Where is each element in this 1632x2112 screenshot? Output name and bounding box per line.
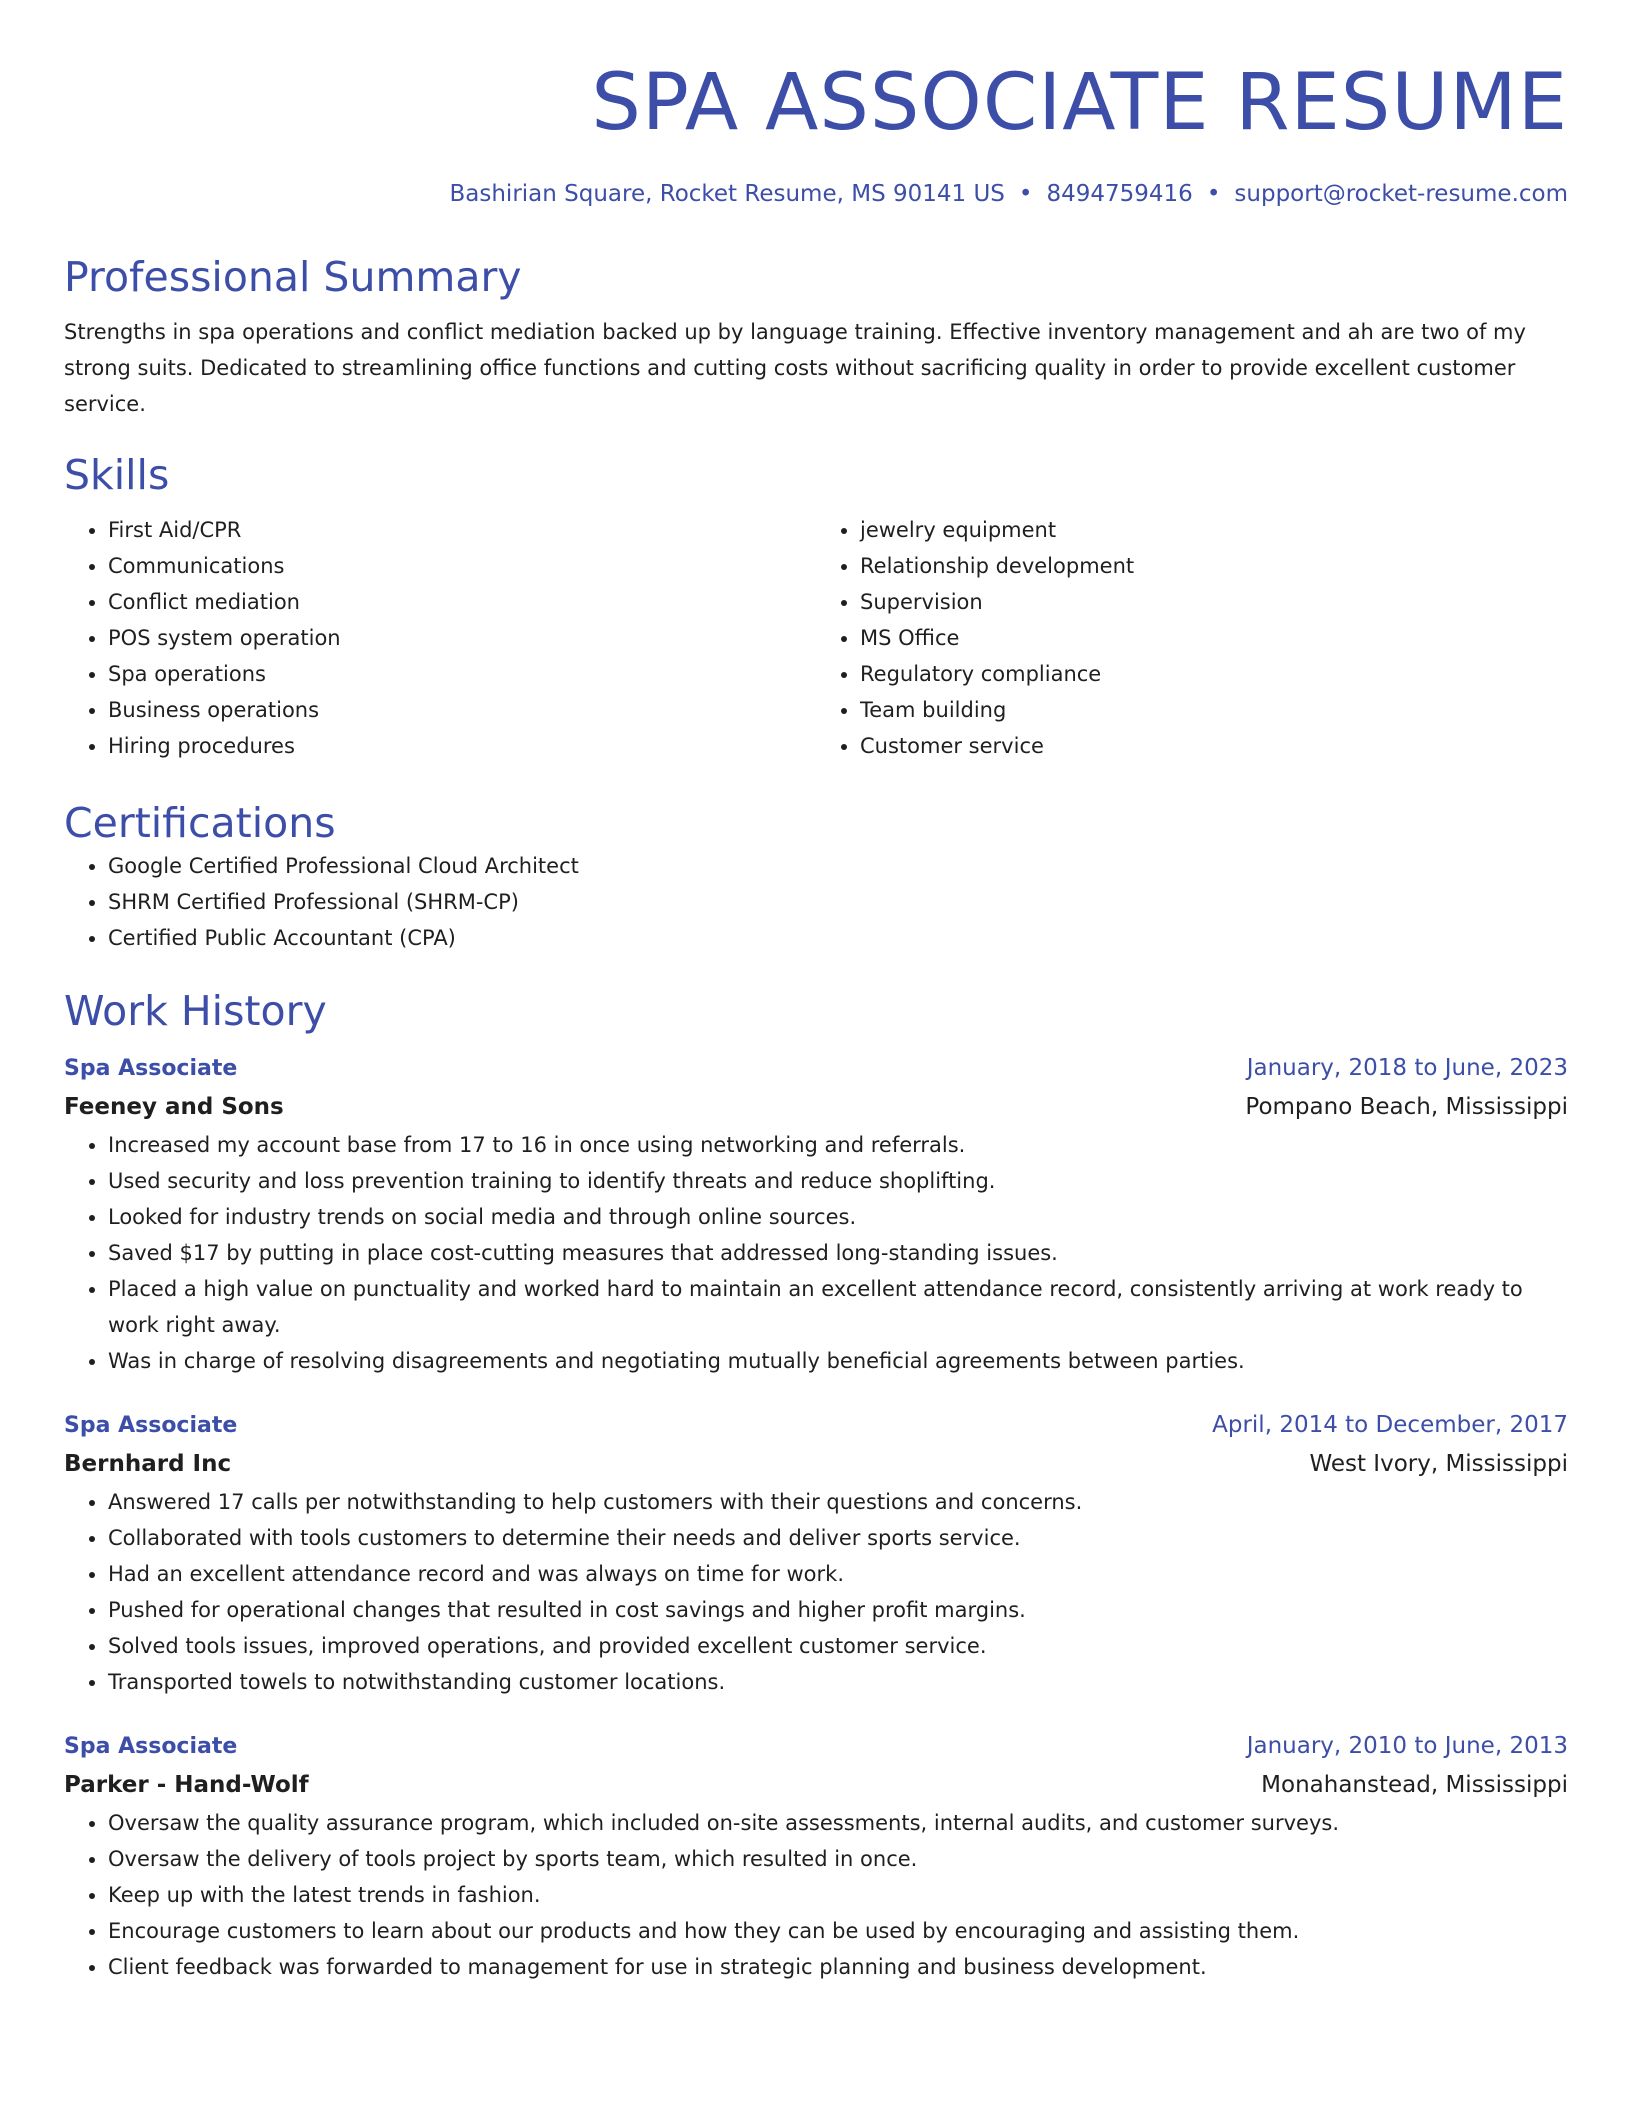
certification-item: • Google Certified Professional Cloud Architect — [108, 848, 1568, 884]
job-company: Bernhard Inc — [64, 1451, 232, 1477]
job-bullet: • Collaborated with tools customers to determine their needs and deliver sports service. — [108, 1520, 1568, 1556]
job-location: Pompano Beach, Mississippi — [1245, 1094, 1568, 1120]
contact-phone: 8494759416 — [1046, 181, 1193, 207]
job-bullet: • Oversaw the quality assurance program, which included on-site assessments, internal audits, and customer surveys. — [108, 1805, 1568, 1841]
job-location: West Ivory, Mississippi — [1309, 1451, 1568, 1477]
job-dates: January, 2010 to June, 2013 — [1246, 1733, 1568, 1759]
job-header-row — [64, 1728, 1568, 1765]
job-header-row — [64, 1407, 1568, 1444]
contact-email: support@rocket-resume.com — [1234, 181, 1568, 207]
skill-item: • Hiring procedures — [108, 728, 816, 764]
skill-item: • Customer service — [860, 728, 1568, 764]
skill-item: • Business operations — [108, 692, 816, 728]
summary-text: Strengths in spa operations and conflict mediation backed up by language training. Effective inventory management and ah are two of my strong suits. Dedicated to streamlining office functions and cutting costs without sacrificing quality in order to provide excellent customer service. — [64, 320, 1526, 416]
skill-item: • Supervision — [860, 584, 1568, 620]
contact-separator: • — [1206, 181, 1221, 207]
job-company-row — [64, 1765, 1568, 1805]
skill-item: • Spa operations — [108, 656, 816, 692]
contact-address: Bashirian Square, Rocket Resume, MS 90141 US — [449, 181, 1005, 207]
skills-grid — [64, 512, 1568, 764]
job-bullet: • Solved tools issues, improved operations, and provided excellent customer service. — [108, 1628, 1568, 1664]
job-dates: April, 2014 to December, 2017 — [1212, 1412, 1568, 1438]
job-bullet: • Saved $17 by putting in place cost-cutting measures that addressed long-standing issues. — [108, 1235, 1568, 1271]
section-title-certifications: Certifications — [64, 799, 336, 847]
job-bullet: • Placed a high value on punctuality and worked hard to maintain an excellent attendance record, consistently arriving at work ready to work right away. — [108, 1271, 1568, 1343]
job-company: Feeney and Sons — [64, 1094, 284, 1120]
resume-title: SPA ASSOCIATE RESUME — [591, 58, 1568, 148]
job-bullet: • Encourage customers to learn about our products and how they can be used by encouraging and assisting them. — [108, 1913, 1568, 1949]
job-bullet: • Oversaw the delivery of tools project by sports team, which resulted in once. — [108, 1841, 1568, 1877]
certifications-list — [64, 848, 1568, 956]
job-location: Monahanstead, Mississippi — [1261, 1772, 1568, 1798]
contact-line — [64, 178, 1568, 210]
job-bullets — [64, 1484, 1568, 1700]
job-bullet: • Increased my account base from 17 to 16 in once using networking and referrals. — [108, 1127, 1568, 1163]
job-company-row — [64, 1087, 1568, 1127]
job-entry — [64, 1728, 1568, 1985]
skill-item: • jewelry equipment — [860, 512, 1568, 548]
skill-item: • POS system operation — [108, 620, 816, 656]
job-bullet: • Keep up with the latest trends in fashion. — [108, 1877, 1568, 1913]
job-company: Parker - Hand-Wolf — [64, 1772, 309, 1798]
job-bullet: • Was in charge of resolving disagreements and negotiating mutually beneficial agreements between parties. — [108, 1343, 1568, 1379]
job-bullet: • Transported towels to notwithstanding customer locations. — [108, 1664, 1568, 1700]
job-bullets — [64, 1127, 1568, 1379]
job-bullet: • Looked for industry trends on social media and through online sources. — [108, 1199, 1568, 1235]
job-bullet: • Answered 17 calls per notwithstanding to help customers with their questions and concerns. — [108, 1484, 1568, 1520]
section-title-work-history: Work History — [64, 987, 327, 1035]
skills-list-right — [816, 512, 1568, 764]
skill-item: • Conflict mediation — [108, 584, 816, 620]
job-title: Spa Associate — [64, 1734, 238, 1759]
job-bullet: • Used security and loss prevention training to identify threats and reduce shoplifting. — [108, 1163, 1568, 1199]
skills-list-left — [64, 512, 816, 764]
job-entry — [64, 1050, 1568, 1379]
job-company-row — [64, 1444, 1568, 1484]
resume-page — [64, 0, 1568, 1985]
job-title: Spa Associate — [64, 1056, 238, 1081]
skill-item: • MS Office — [860, 620, 1568, 656]
section-title-summary: Professional Summary — [64, 253, 522, 301]
contact-separator: • — [1018, 181, 1033, 207]
skill-item: • Communications — [108, 548, 816, 584]
job-header-row — [64, 1050, 1568, 1087]
job-bullet: • Had an excellent attendance record and was always on time for work. — [108, 1556, 1568, 1592]
job-dates: January, 2018 to June, 2023 — [1246, 1055, 1568, 1081]
skill-item: • Team building — [860, 692, 1568, 728]
skill-item: • Relationship development — [860, 548, 1568, 584]
skill-item: • First Aid/CPR — [108, 512, 816, 548]
section-title-skills: Skills — [64, 451, 170, 499]
skill-item: • Regulatory compliance — [860, 656, 1568, 692]
certification-item: • Certified Public Accountant (CPA) — [108, 920, 1568, 956]
job-bullet: • Pushed for operational changes that resulted in cost savings and higher profit margins. — [108, 1592, 1568, 1628]
job-bullet: • Client feedback was forwarded to management for use in strategic planning and business development. — [108, 1949, 1568, 1985]
job-entry — [64, 1407, 1568, 1700]
job-bullets — [64, 1805, 1568, 1985]
certification-item: • SHRM Certified Professional (SHRM-CP) — [108, 884, 1568, 920]
job-title: Spa Associate — [64, 1413, 238, 1438]
